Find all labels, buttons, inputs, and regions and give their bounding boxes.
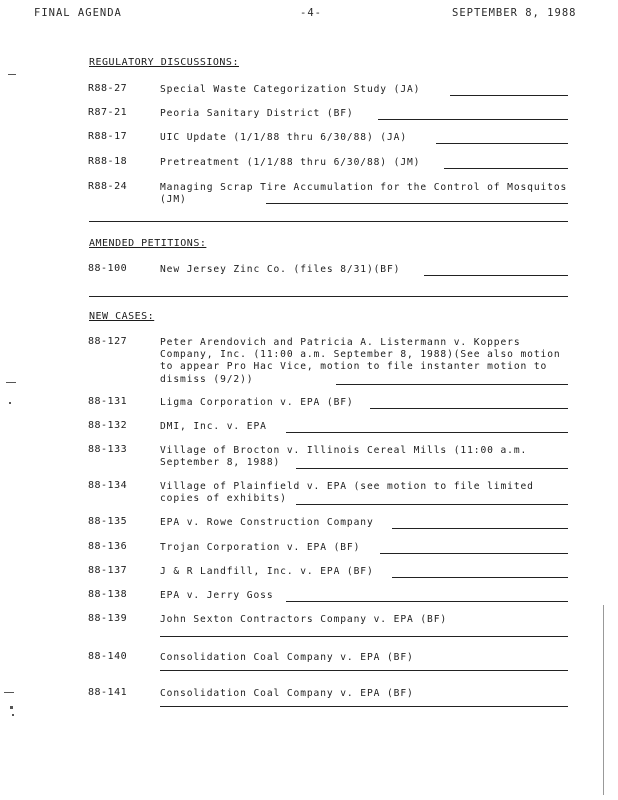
fill-line xyxy=(286,601,568,602)
item-number: 88-138 xyxy=(88,589,128,600)
item-description: Village of Brocton v. Illinois Cereal Mills (11:00 a.m. September 8, 1988) xyxy=(160,445,528,469)
item-number: R88-17 xyxy=(88,131,128,142)
item-description: DMI, Inc. v. EPA xyxy=(160,421,267,432)
item-description: John Sexton Contractors Company v. EPA (BF) xyxy=(160,614,448,625)
item-number: 88-132 xyxy=(88,420,128,431)
item-number: 88-141 xyxy=(88,687,128,698)
scan-speck xyxy=(9,402,11,404)
item-number: 88-137 xyxy=(88,565,128,576)
fill-line xyxy=(370,408,568,409)
scan-speck xyxy=(10,706,13,709)
fill-line xyxy=(160,706,568,707)
item-number: 88-135 xyxy=(88,516,128,527)
item-description: Village of Plainfield v. EPA (see motion to file limited copies of exhibits) xyxy=(160,481,534,505)
fill-line xyxy=(296,504,568,505)
section-heading-regulatory: REGULATORY DISCUSSIONS: xyxy=(89,57,239,68)
item-number: R87-21 xyxy=(88,107,128,118)
item-number: R88-18 xyxy=(88,156,128,167)
item-number: 88-134 xyxy=(88,480,128,491)
item-description: Trojan Corporation v. EPA (BF) xyxy=(160,542,361,553)
item-description: Ligma Corporation v. EPA (BF) xyxy=(160,397,354,408)
item-number: 88-140 xyxy=(88,651,128,662)
item-number: 88-133 xyxy=(88,444,128,455)
fill-line xyxy=(444,168,568,169)
fill-line xyxy=(436,143,568,144)
item-description: Pretreatment (1/1/88 thru 6/30/88) (JM) xyxy=(160,157,421,168)
item-description: EPA v. Rowe Construction Company xyxy=(160,517,374,528)
fill-line xyxy=(424,275,568,276)
scan-speck xyxy=(4,692,14,693)
item-number: 88-127 xyxy=(88,336,128,347)
fill-line xyxy=(380,553,568,554)
page-number: -4- xyxy=(300,7,322,19)
item-number: 88-100 xyxy=(88,263,128,274)
section-rule xyxy=(89,296,568,297)
fill-line xyxy=(392,528,568,529)
item-description: Peoria Sanitary District (BF) xyxy=(160,108,354,119)
item-description: Managing Scrap Tire Accumulation for the Control of Mosquitos (JM) xyxy=(160,182,568,206)
section-heading-amended: AMENDED PETITIONS: xyxy=(89,238,207,249)
scan-speck xyxy=(8,74,16,75)
header-date: SEPTEMBER 8, 1988 xyxy=(452,7,577,19)
item-number: 88-131 xyxy=(88,396,128,407)
item-description: UIC Update (1/1/88 thru 6/30/88) (JA) xyxy=(160,132,408,143)
item-description: EPA v. Jerry Goss xyxy=(160,590,274,601)
item-description: New Jersey Zinc Co. (files 8/31)(BF) xyxy=(160,264,401,275)
item-description: Peter Arendovich and Patricia A. Listermann v. Koppers Company, Inc. (11:00 a.m. September 8, 1988)(See also motion to appear Pro Hac Vice, motion to file instanter motion to dismiss (9/2)) xyxy=(160,337,561,385)
fill-line xyxy=(160,636,568,637)
fill-line xyxy=(160,670,568,671)
section-heading-new-cases: NEW CASES: xyxy=(89,311,155,322)
item-description: Special Waste Categorization Study (JA) xyxy=(160,84,421,95)
fill-line xyxy=(296,468,568,469)
scan-speck xyxy=(12,714,14,716)
fill-line xyxy=(450,95,568,96)
fill-line xyxy=(336,384,568,385)
item-description: Consolidation Coal Company v. EPA (BF) xyxy=(160,652,414,663)
section-rule xyxy=(89,221,568,222)
item-number: R88-24 xyxy=(88,181,128,192)
item-number: 88-136 xyxy=(88,541,128,552)
fill-line xyxy=(286,432,568,433)
scan-speck xyxy=(6,382,16,383)
scan-edge-mark xyxy=(603,605,604,795)
item-description: J & R Landfill, Inc. v. EPA (BF) xyxy=(160,566,374,577)
item-number: R88-27 xyxy=(88,83,128,94)
item-description: Consolidation Coal Company v. EPA (BF) xyxy=(160,688,414,699)
item-number: 88-139 xyxy=(88,613,128,624)
header-title: FINAL AGENDA xyxy=(34,7,122,19)
fill-line xyxy=(378,119,568,120)
fill-line xyxy=(392,577,568,578)
fill-line xyxy=(266,203,568,204)
